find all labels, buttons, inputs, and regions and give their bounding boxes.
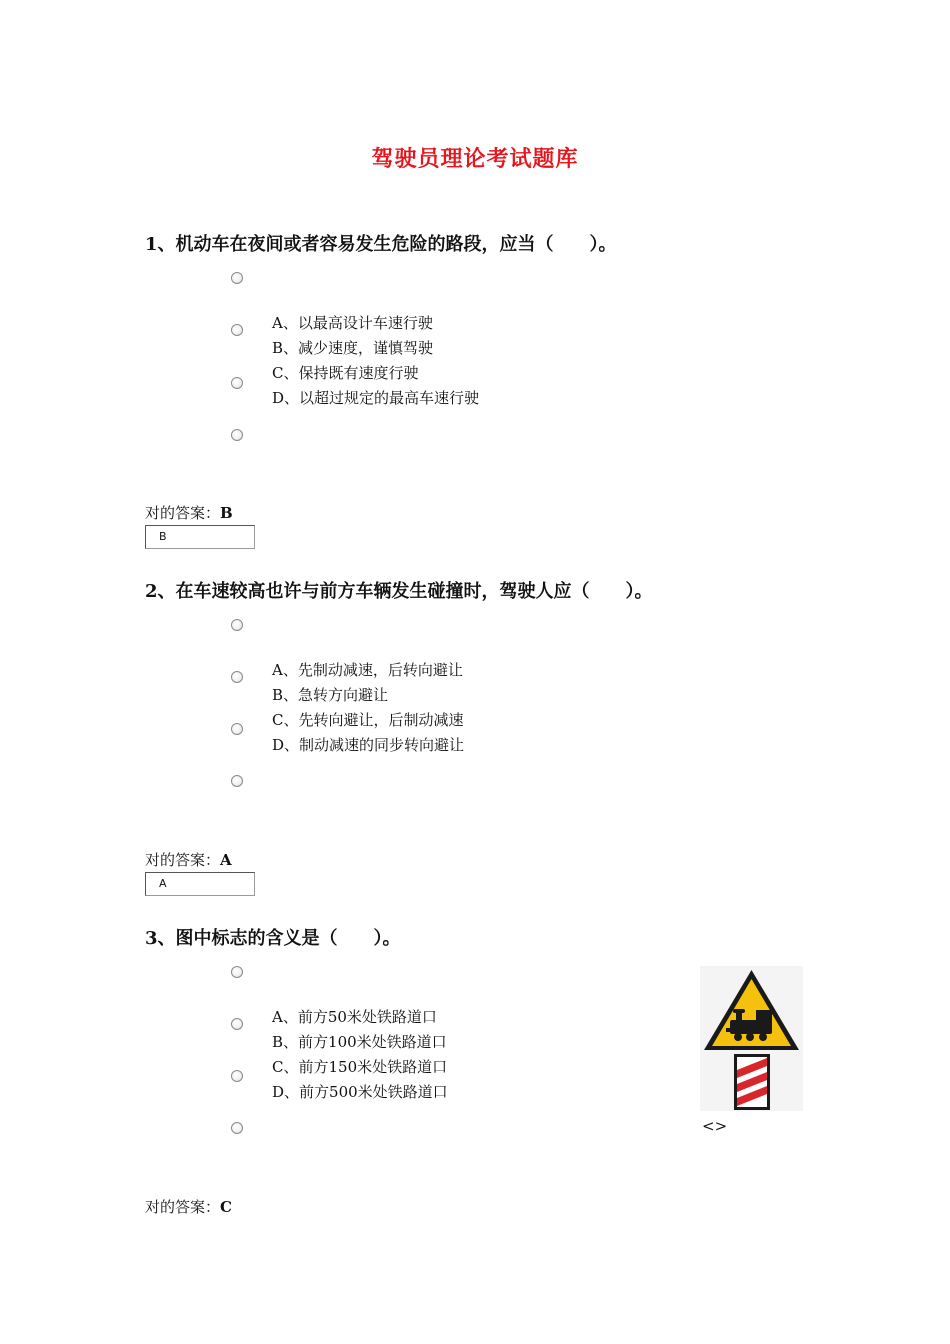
option-d: D、制动减速的同步转向避让	[272, 736, 465, 754]
option-b: B、减少速度，谨慎驾驶	[272, 339, 434, 357]
question-1	[145, 230, 865, 560]
radio-button-icon[interactable]	[231, 272, 243, 284]
answer-value: A	[220, 851, 232, 869]
option-b: B、急转方向避让	[272, 686, 389, 704]
radio-button-icon[interactable]	[231, 619, 243, 631]
answer-label: 对的答案：	[145, 1198, 221, 1216]
correct-answer	[145, 1196, 232, 1217]
radio-button-icon[interactable]	[231, 671, 243, 683]
question-2	[145, 577, 865, 907]
page-title: 驾驶员理论考试题库	[371, 146, 579, 172]
answer-input[interactable]: B	[145, 525, 255, 549]
radio-button-icon[interactable]	[231, 377, 243, 389]
option-c: C、前方150米处铁路道口	[272, 1058, 448, 1076]
radio-button-icon[interactable]	[231, 775, 243, 787]
railway-crossing-warning-sign-icon	[700, 966, 803, 1111]
option-a: A、前方50米处铁路道口	[272, 1008, 437, 1026]
radio-button-icon[interactable]	[231, 1018, 243, 1030]
answer-label: 对的答案：	[145, 504, 221, 522]
answer-value: B	[220, 504, 233, 522]
question-text: 3、图中标志的含义是（ ）。	[145, 928, 401, 949]
answer-label: 对的答案：	[145, 851, 221, 869]
radio-button-icon[interactable]	[231, 966, 243, 978]
radio-button-icon[interactable]	[231, 324, 243, 336]
question-text: 1、机动车在夜间或者容易发生危险的路段，应当（ ）。	[145, 234, 617, 255]
option-c: C、先转向避让，后制动减速	[272, 711, 464, 729]
radio-button-icon[interactable]	[231, 429, 243, 441]
radio-button-icon[interactable]	[231, 1122, 243, 1134]
answer-input[interactable]: A	[145, 872, 255, 896]
correct-answer	[145, 849, 232, 870]
radio-button-icon[interactable]	[231, 723, 243, 735]
option-d: D、前方500米处铁路道口	[272, 1083, 448, 1101]
question-text: 2、在车速较高也许与前方车辆发生碰撞时，驾驶人应（ ）。	[145, 581, 653, 602]
option-c: C、保持既有速度行驶	[272, 364, 419, 382]
option-b: B、前方100米处铁路道口	[272, 1033, 447, 1051]
option-a: A、先制动减速，后转向避让	[272, 661, 463, 679]
correct-answer	[145, 502, 233, 523]
option-a: A、以最高设计车速行驶	[272, 314, 433, 332]
radio-button-icon[interactable]	[231, 1070, 243, 1082]
sign-caption: <>	[702, 1117, 728, 1135]
answer-value: C	[220, 1198, 232, 1216]
option-d: D、以超过规定的最高车速行驶	[272, 389, 480, 407]
